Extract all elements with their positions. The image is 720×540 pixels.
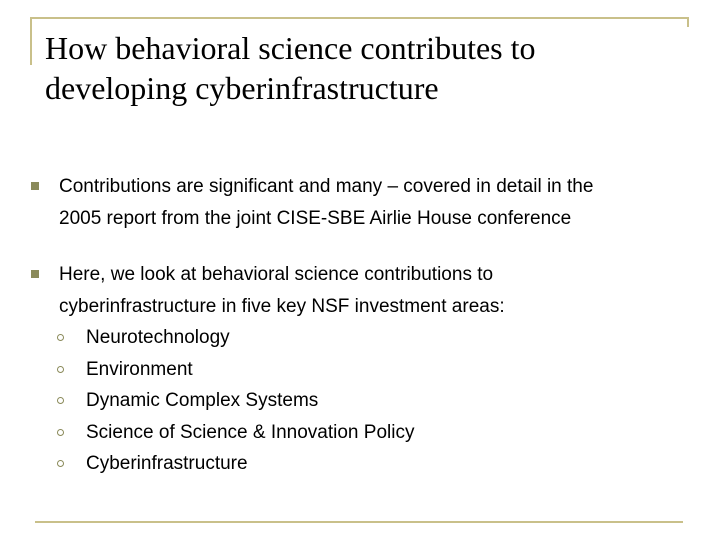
bullet-text-line: cyberinfrastructure in five key NSF investment areas:: [59, 295, 505, 317]
sub-item-label: Cyberinfrastructure: [86, 453, 248, 474]
title-frame-right-line: [687, 17, 689, 27]
square-bullet-icon: [31, 270, 39, 278]
sub-item-label: Science of Science & Innovation Policy: [86, 422, 415, 443]
square-bullet-icon: [31, 182, 39, 190]
title-frame-left-line: [30, 17, 32, 65]
circle-bullet-icon: [57, 397, 64, 404]
bullet-text: [59, 259, 709, 322]
sub-item-science-of-science: [0, 417, 720, 449]
circle-bullet-icon: [57, 366, 64, 373]
sub-item-label: Neurotechnology: [86, 327, 230, 348]
bullet-text-line: Contributions are significant and many – covered in detail in the: [59, 176, 594, 197]
bullet-text-line: Here, we look at behavioral science contributions to: [59, 264, 494, 285]
sub-item-environment: [0, 354, 720, 386]
sub-item-neurotechnology: [0, 322, 720, 354]
footer-divider-line: [35, 521, 683, 523]
sub-item-label: Environment: [86, 359, 193, 380]
title-frame-top-line: [30, 17, 688, 19]
bullet-text-line: 2005 report from the joint CISE-SBE Airlie House conference: [59, 207, 572, 229]
sub-item-label: Dynamic Complex Systems: [86, 390, 319, 411]
slide-title-line-2: developing cyberinfrastructure: [45, 70, 439, 106]
slide-title-line-1: How behavioral science contributes to: [45, 30, 536, 66]
bullet-text: [59, 171, 709, 234]
circle-bullet-icon: [57, 460, 64, 467]
circle-bullet-icon: [57, 334, 64, 341]
sub-item-cyberinfrastructure: [0, 448, 720, 480]
circle-bullet-icon: [57, 429, 64, 436]
slide-title: [45, 28, 685, 108]
sub-item-dynamic-complex-systems: [0, 385, 720, 417]
